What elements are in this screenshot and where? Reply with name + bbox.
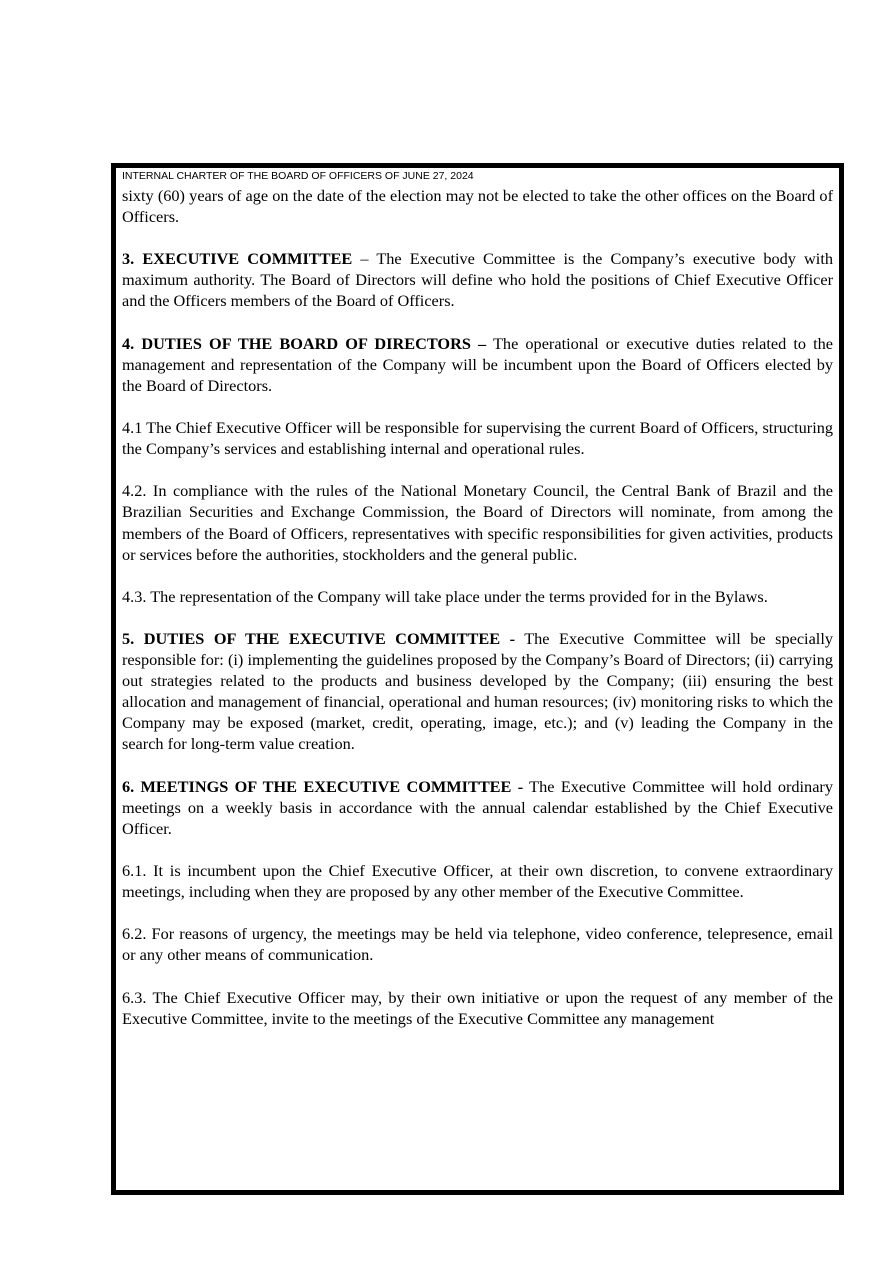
clause-4-1	[122, 417, 833, 459]
section-heading: 3. EXECUTIVE COMMITTEE	[122, 249, 353, 269]
running-header: INTERNAL CHARTER OF THE BOARD OF OFFICERS OF JUNE 27, 2024	[122, 170, 474, 182]
paragraph-text: The operational or executive duties related to the management and representation of the Company will be incumbent upon the Board of Officers elected by the Board of Directors.	[122, 333, 833, 395]
section-6-meetings-executive-committee	[122, 776, 833, 839]
section-heading: 6. MEETINGS OF THE EXECUTIVE COMMITTEE -	[122, 776, 524, 796]
paragraph-text: 4.2. In compliance with the rules of the National Monetary Council, the Central Bank of Brazil and the Brazilian Securities and Exchange Commission, the Board of Directors will nominate, from among the members of the Board of Officers, representatives with specific responsibilities for given activities, products or services before the authorities, stockholders and the general public.	[122, 481, 833, 564]
paragraph-text: 6.1. It is incumbent upon the Chief Executive Officer, at their own discretion, to convene extraordinary meetings, including when they are proposed by any other member of the Executive Committee.	[122, 861, 833, 902]
paragraph-text: 4.3. The representation of the Company will take place under the terms provided for in the Bylaws.	[122, 586, 768, 606]
paragraph-text: sixty (60) years of age on the date of the election may not be elected to take the other offices on the Board of Officers.	[122, 186, 833, 227]
clause-6-2	[122, 923, 833, 965]
page-border-frame	[111, 163, 844, 1195]
paragraph-text: 6.3. The Chief Executive Officer may, by their own initiative or upon the request of any member of the Executive Committee, invite to the meetings of the Executive Committee any management	[122, 987, 833, 1028]
clause-4-3	[122, 586, 833, 607]
paragraph-text: The Executive Committee will be specially responsible for: (i) implementing the guidelines proposed by the Company’s Board of Directors; (ii) carrying out strategies related to the products and business developed by the Company; (iii) ensuring the best allocation and management of financial, operational and human resources; (iv) monitoring risks to which the Company may be exposed (market, credit, operating, image, etc.); and (v) leading the Company in the search for long-term value creation.	[122, 628, 833, 754]
clause-4-2	[122, 480, 833, 564]
paragraph-text: 6.2. For reasons of urgency, the meetings may be held via telephone, video conference, telepresence, email or any other means of communication.	[122, 924, 833, 965]
document-body	[122, 170, 833, 1050]
section-4-duties-board-of-directors	[122, 333, 833, 396]
clause-6-1	[122, 860, 833, 902]
section-3-executive-committee	[122, 248, 833, 311]
paragraph-text: – The Executive Committee is the Company’s executive body with maximum authority. The Board of Directors will define who hold the positions of Chief Executive Officer and the Officers members of the Board of Officers.	[122, 249, 833, 311]
section-heading: 5. DUTIES OF THE EXECUTIVE COMMITTEE -	[122, 628, 516, 648]
paragraph-text: 4.1 The Chief Executive Officer will be responsible for supervising the current Board of Officers, structuring the Company’s services and establishing internal and operational rules.	[122, 418, 833, 459]
paragraph-text: The Executive Committee will hold ordinary meetings on a weekly basis in accordance with the annual calendar established by the Chief Executive Officer.	[122, 776, 833, 838]
section-5-duties-executive-committee	[122, 628, 833, 755]
section-heading: 4. DUTIES OF THE BOARD OF DIRECTORS –	[122, 333, 487, 353]
paragraph-continuation	[122, 185, 833, 227]
clause-6-3	[122, 987, 833, 1029]
